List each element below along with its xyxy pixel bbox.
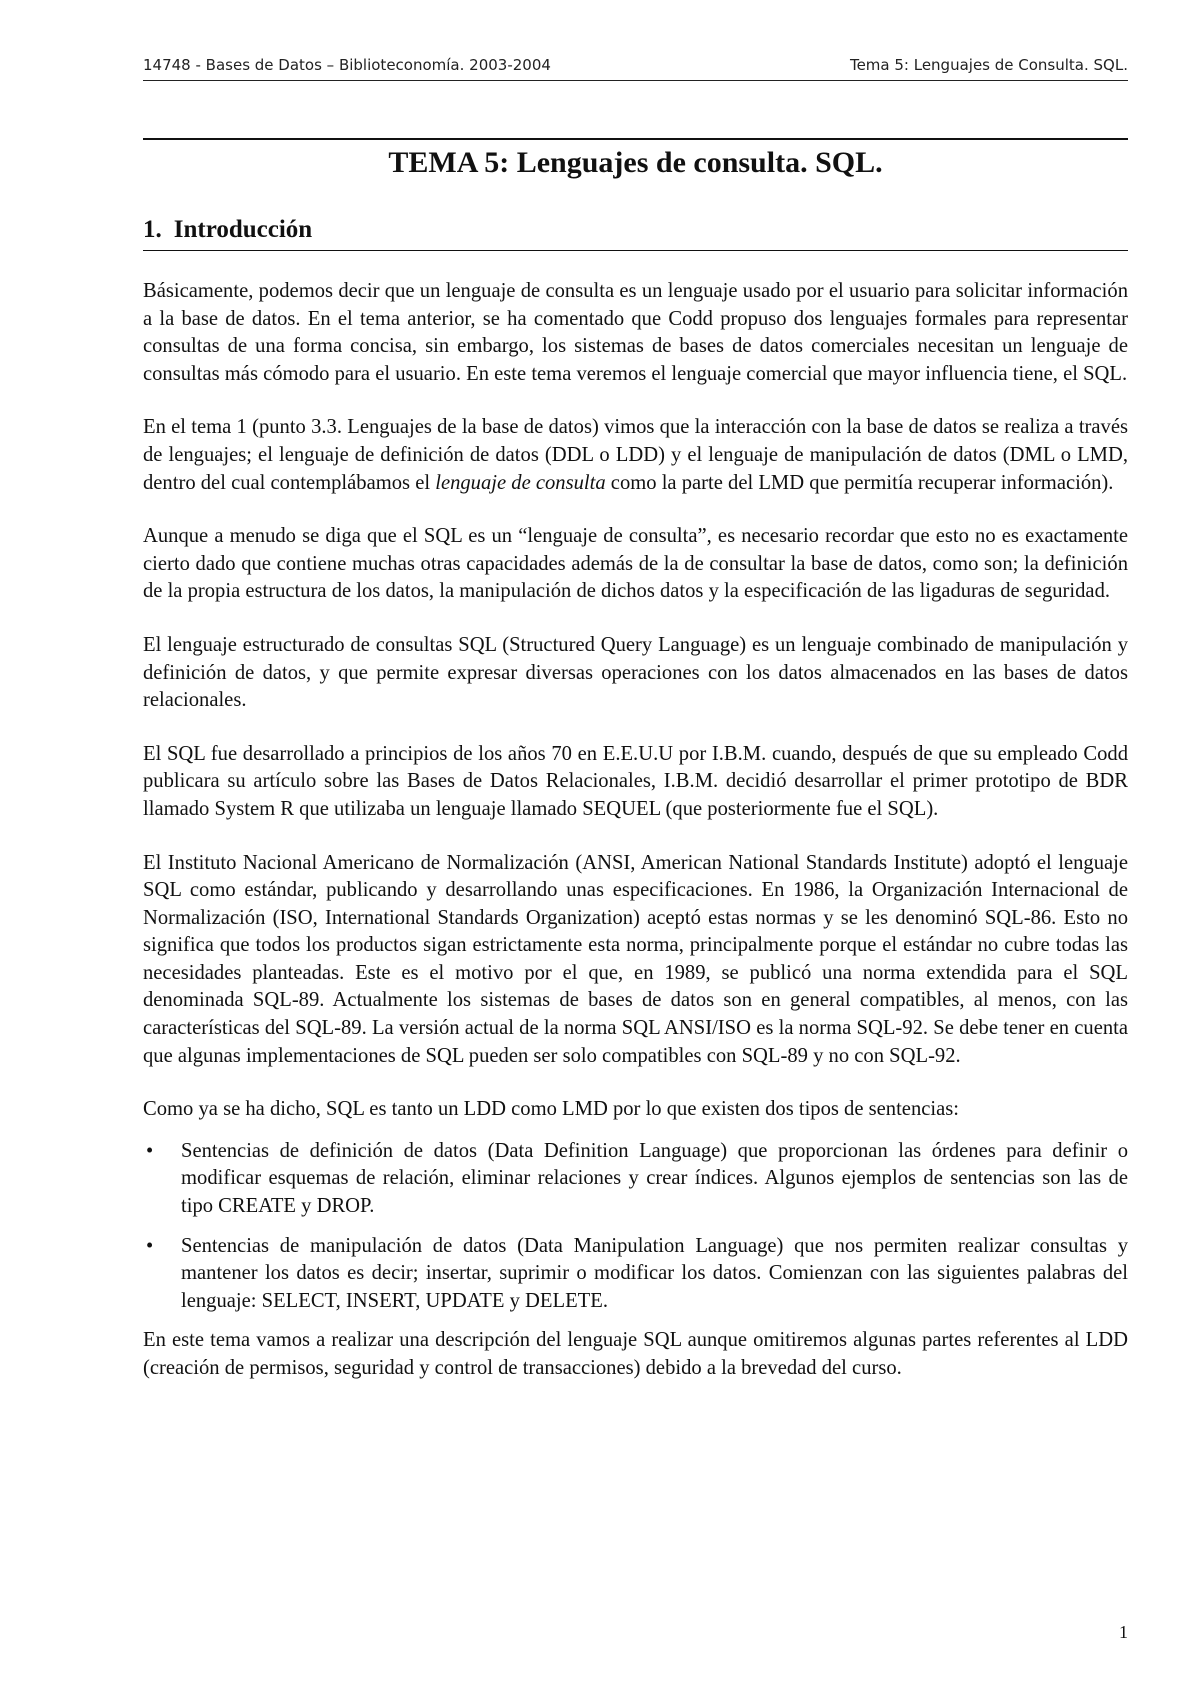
list-item-text: Sentencias de manipulación de datos (Data Manipulation Language) que nos permiten realizar consultas y mantener los datos es decir; insertar, suprimir o modificar los datos. Comienzan con las siguientes palabras del lenguaje: SELECT, INSERT, UPDATE y DELETE. (181, 1234, 1128, 1312)
paragraph-8: En este tema vamos a realizar una descripción del lenguaje SQL aunque omitiremos algunas partes referentes al LDD (creación de permisos, seguridad y control de transacciones) debido a la brevedad del curso. (143, 1329, 1128, 1379)
list-item (143, 1233, 1128, 1316)
header-divider (143, 80, 1128, 81)
paragraph-4: El lenguaje estructurado de consultas SQL (Structured Query Language) es un lenguaje combinado de manipulación y definición de datos, y que permite expresar diversas operaciones con los datos almacenados en las bases de datos relacionales. (143, 633, 1128, 712)
section-number: 1. (143, 216, 162, 243)
running-header (143, 56, 1128, 74)
paragraph-5: El SQL fue desarrollado a principios de los años 70 en E.E.U.U por I.B.M. cuando, después de que su empleado Codd publicara su artículo sobre las Bases de Datos Relacionales, I.B.M. decidió desarrollar el primer prototipo de BDR llamado System R que utilizaba un lenguaje llamado SEQUEL (que posteriormente fue el SQL). (143, 742, 1128, 820)
paragraph-2-text-a: En el tema 1 (punto 3.3. Lenguajes de la base de datos) vimos que la interacción con la base de datos se realiza a través de lenguajes; el lenguaje de definición de datos (DDL o LDD) y el lenguaje de manipulación de datos (DML o LMD, dentro del cual contemplábamos el (143, 416, 1128, 494)
title-divider (143, 138, 1128, 140)
paragraph-3: Aunque a menudo se diga que el SQL es un “lenguaje de consulta”, es necesario recordar que esto no es exactamente cierto dado que contiene muchas otras capacidades además de la de consultar la base de datos, como son; la definición de la propia estructura de los datos, la manipulación de dichos datos y la especificación de las ligaduras de seguridad. (143, 525, 1128, 603)
list-item (143, 1138, 1128, 1221)
section-divider (143, 250, 1128, 251)
body-text (143, 278, 1128, 1409)
page-number: 1 (1119, 1622, 1128, 1642)
document-title: TEMA 5: Lenguajes de consulta. SQL. (388, 146, 883, 179)
paragraph-2 (143, 414, 1128, 497)
paragraph-7: Como ya se ha dicho, SQL es tanto un LDD como LMD por lo que existen dos tipos de sentencias: (143, 1098, 959, 1121)
section-title: Introducción (173, 216, 313, 243)
header-left-text: 14748 - Bases de Datos – Biblioteconomía. 2003-2004 (143, 56, 551, 74)
bullet-marker: • (146, 1139, 154, 1162)
statement-types-list (143, 1138, 1128, 1316)
paragraph-6: El Instituto Nacional Americano de Normalización (ANSI, American National Standards Institute) adoptó el lenguaje SQL como estándar, publicando y desarrollando unas especificaciones. En 1986, la Organización Internacional de Normalización (ISO, International Standards Organization) aceptó estas normas y se les denominó SQL-86. Esto no significa que todos los productos sigan estrictamente esta norma, principalmente porque el estándar no cubre todas las necesidades planteadas. Este es el motivo por el que, en 1989, se publicó una norma extendida para el SQL denominada SQL-89. Actualmente los sistemas de bases de datos son en general compatibles, al menos, con las características del SQL-89. La versión actual de la norma SQL ANSI/ISO es la norma SQL-92. Se debe tener en cuenta que algunas implementaciones de SQL pueden ser solo compatibles con SQL-89 y no con SQL-92. (143, 851, 1128, 1067)
section-heading (143, 213, 312, 247)
header-right-text: Tema 5: Lenguajes de Consulta. SQL. (849, 56, 1128, 74)
list-item-text: Sentencias de definición de datos (Data Definition Language) que proporcionan las órdenes para definir o modificar esquemas de relación, eliminar relaciones y crear índices. Algunos ejemplos de sentencias son las de tipo CREATE y DROP. (181, 1139, 1128, 1218)
paragraph-2-text-b: como la parte del LMD que permitía recuperar información). (605, 471, 1114, 494)
paragraph-2-italic-term: lenguaje de consulta (435, 471, 606, 494)
paragraph-1: Básicamente, podemos decir que un lenguaje de consulta es un lenguaje usado por el usuario para solicitar información a la base de datos. En el tema anterior, se ha comentado que Codd propuso dos lenguajes formales para representar consultas de una forma concisa, sin embargo, los sistemas de bases de datos comerciales necesitan un lenguaje de consultas más cómodo para el usuario. En este tema veremos el lenguaje comercial que mayor influencia tiene, el SQL. (143, 280, 1128, 385)
bullet-marker: • (146, 1234, 154, 1257)
